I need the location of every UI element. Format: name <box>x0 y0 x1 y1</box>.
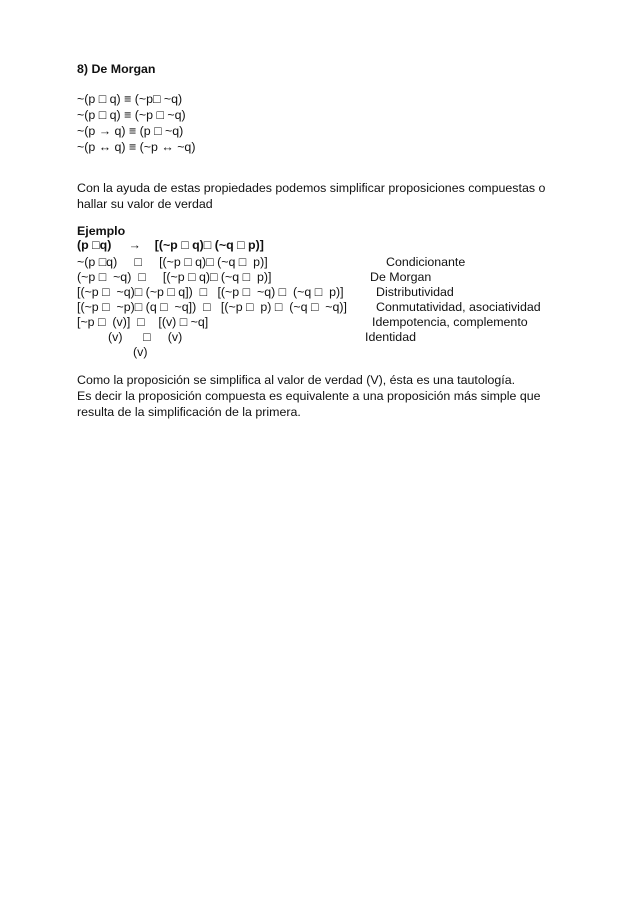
step-6-expr: (v) □ (v) <box>108 330 183 344</box>
conclusion-line-2: Es decir la proposición compuesta es equivalente a una proposición más simple que <box>77 389 541 403</box>
step-4-expr: [(~p □ ~p)□ (q □ ~q]) □ [(~p □ p) □ (~q □ ~q)] <box>77 300 348 314</box>
example-statement: (p □q) → [(~p □ q)□ (~q □ p)] <box>77 238 264 252</box>
conclusion-line-3: resulta de la simplificación de la primera. <box>77 405 301 419</box>
step-6-reason: Identidad <box>365 330 416 344</box>
step-1-expr: ~(p □q) □ [(~p □ q)□ (~q □ p)] <box>77 255 268 269</box>
law-4: ~(p ↔ q) ≡ (~p ↔ ~q) <box>77 140 196 154</box>
law-3: ~(p → q) ≡ (p □ ~q) <box>77 124 184 138</box>
intro-line-1: Con la ayuda de estas propiedades podemos simplificar proposiciones compuestas o <box>77 181 546 195</box>
step-2-reason: De Morgan <box>370 270 432 284</box>
step-3-reason: Distributividad <box>376 285 454 299</box>
example-title: Ejemplo <box>77 224 126 238</box>
conclusion-line-1: Como la proposición se simplifica al valor de verdad (V), ésta es una tautología. <box>77 373 516 387</box>
law-2: ~(p □ q) ≡ (~p □ ~q) <box>77 108 186 122</box>
step-5-reason: Idempotencia, complemento <box>372 315 528 329</box>
step-3-expr: [(~p □ ~q)□ (~p □ q]) □ [(~p □ ~q) □ (~q □ p)] <box>77 285 344 299</box>
step-7-expr: (v) <box>133 345 148 359</box>
step-1-reason: Condicionante <box>386 255 466 269</box>
law-1: ~(p □ q) ≡ (~p□ ~q) <box>77 92 183 106</box>
intro-line-2: hallar su valor de verdad <box>77 197 213 211</box>
step-5-expr: [~p □ (v)] □ [(v) □ ~q] <box>77 315 209 329</box>
step-4-reason: Conmutatividad, asociatividad <box>376 300 541 314</box>
section-heading: 8) De Morgan <box>77 62 156 76</box>
step-2-expr: (~p □ ~q) □ [(~p □ q)□ (~q □ p)] <box>77 270 272 284</box>
